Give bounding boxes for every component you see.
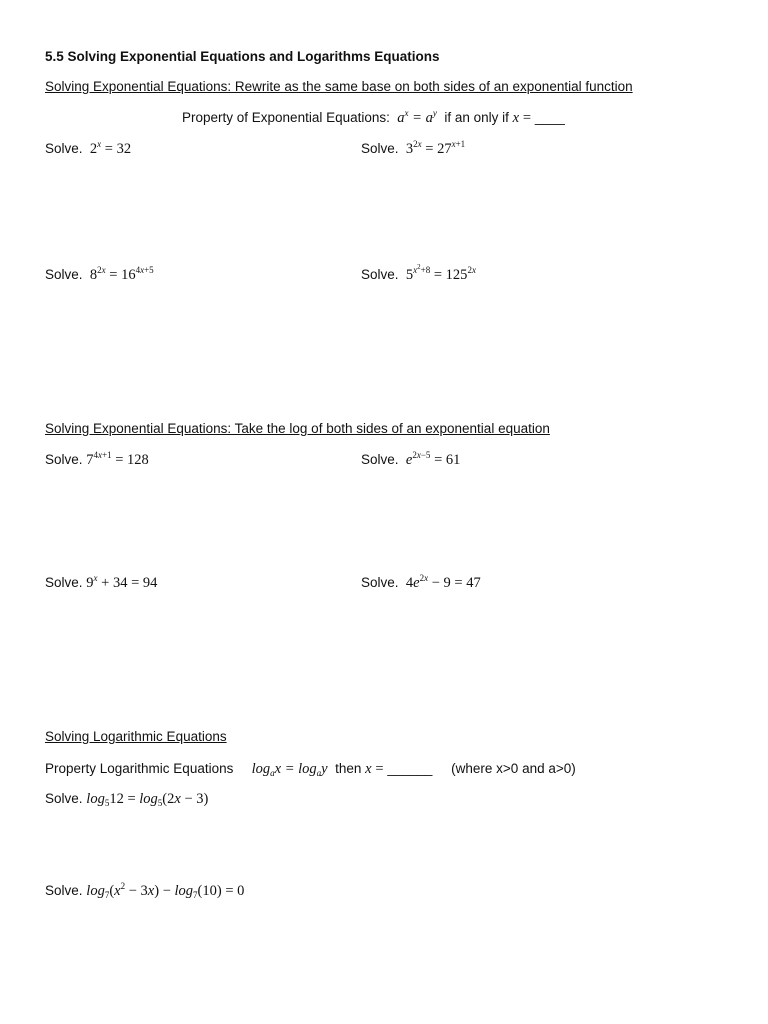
problem-equation: $3^{2x} = 27^{x+1}$ (402, 139, 466, 157)
property-variable: x (512, 110, 520, 126)
problem-label: Solve. (361, 575, 399, 590)
problem-label: Solve. (45, 141, 83, 156)
problem-equation: $9^x + 34 = 94$ (86, 573, 158, 591)
property-label: Property of Exponential Equations: (182, 110, 390, 125)
problem-label: Solve. (361, 452, 399, 467)
problem-label: Solve. (361, 141, 399, 156)
problem-7 (45, 575, 157, 591)
logarithmic-property-line: Property Logarithmic Equations $\log_ax = \log_ay$ then x = ______ (where x>0 and a>0) (45, 761, 576, 778)
problem-8 (361, 575, 481, 591)
property-then: then (335, 761, 362, 776)
problem-equation: $8^{2x} = 16^{4x+5}$ (86, 265, 154, 283)
problem-equation: $\log_7(x^2 - 3x) - \log_7(10) = 0$ (86, 881, 245, 900)
problem-equation: $e^{2x-5} = 61$ (405, 450, 461, 468)
problem-label: Solve. (45, 791, 83, 806)
problem-9 (45, 791, 208, 807)
property-variable: x (365, 761, 372, 777)
problem-label: Solve. (361, 267, 399, 282)
problem-equation: $4e^{2x} - 9 = 47$ (402, 573, 481, 591)
problem-2 (361, 141, 465, 157)
problem-1 (45, 141, 131, 157)
problem-6 (361, 452, 460, 468)
property-domain-condition: (where x>0 and a>0) (451, 761, 576, 776)
problem-label: Solve. (45, 267, 83, 282)
section-heading-rewrite-base: Solving Exponential Equations: Rewrite as the same base on both sides of an exponential function (45, 79, 633, 94)
problem-3 (45, 267, 154, 283)
problem-equation: $7^{4x+1} = 128$ (86, 450, 149, 468)
property-blank: ______ (387, 761, 433, 776)
problem-equation: $2^x = 32$ (86, 139, 132, 157)
problem-equation: $\log_512 = \log_5(2x - 3)$ (86, 791, 209, 808)
property-equation: $\log_ax = \log_ay$ (237, 761, 328, 778)
problem-label: Solve. (45, 883, 83, 898)
property-condition: if an only if (444, 110, 509, 125)
section-heading-logarithmic: Solving Logarithmic Equations (45, 729, 227, 744)
problem-10 (45, 883, 244, 899)
problem-label: Solve. (45, 575, 83, 590)
page-title: 5.5 Solving Exponential Equations and Logarithms Equations (45, 49, 440, 64)
property-equation: $a^x = a^y$ (393, 108, 437, 126)
problem-5 (45, 452, 149, 468)
section-heading-take-log: Solving Exponential Equations: Take the log of both sides of an exponential equation (45, 421, 550, 436)
property-label: Property Logarithmic Equations (45, 761, 234, 776)
property-blank: ____ (534, 110, 565, 125)
problem-label: Solve. (45, 452, 83, 467)
problem-4 (361, 263, 476, 283)
exponential-property-line: Property of Exponential Equations: $a^x = a^y$ if an only if x = ____ (182, 108, 565, 126)
problem-equation: $5^{x^2+8} = 125^{2x}$ (402, 263, 476, 283)
